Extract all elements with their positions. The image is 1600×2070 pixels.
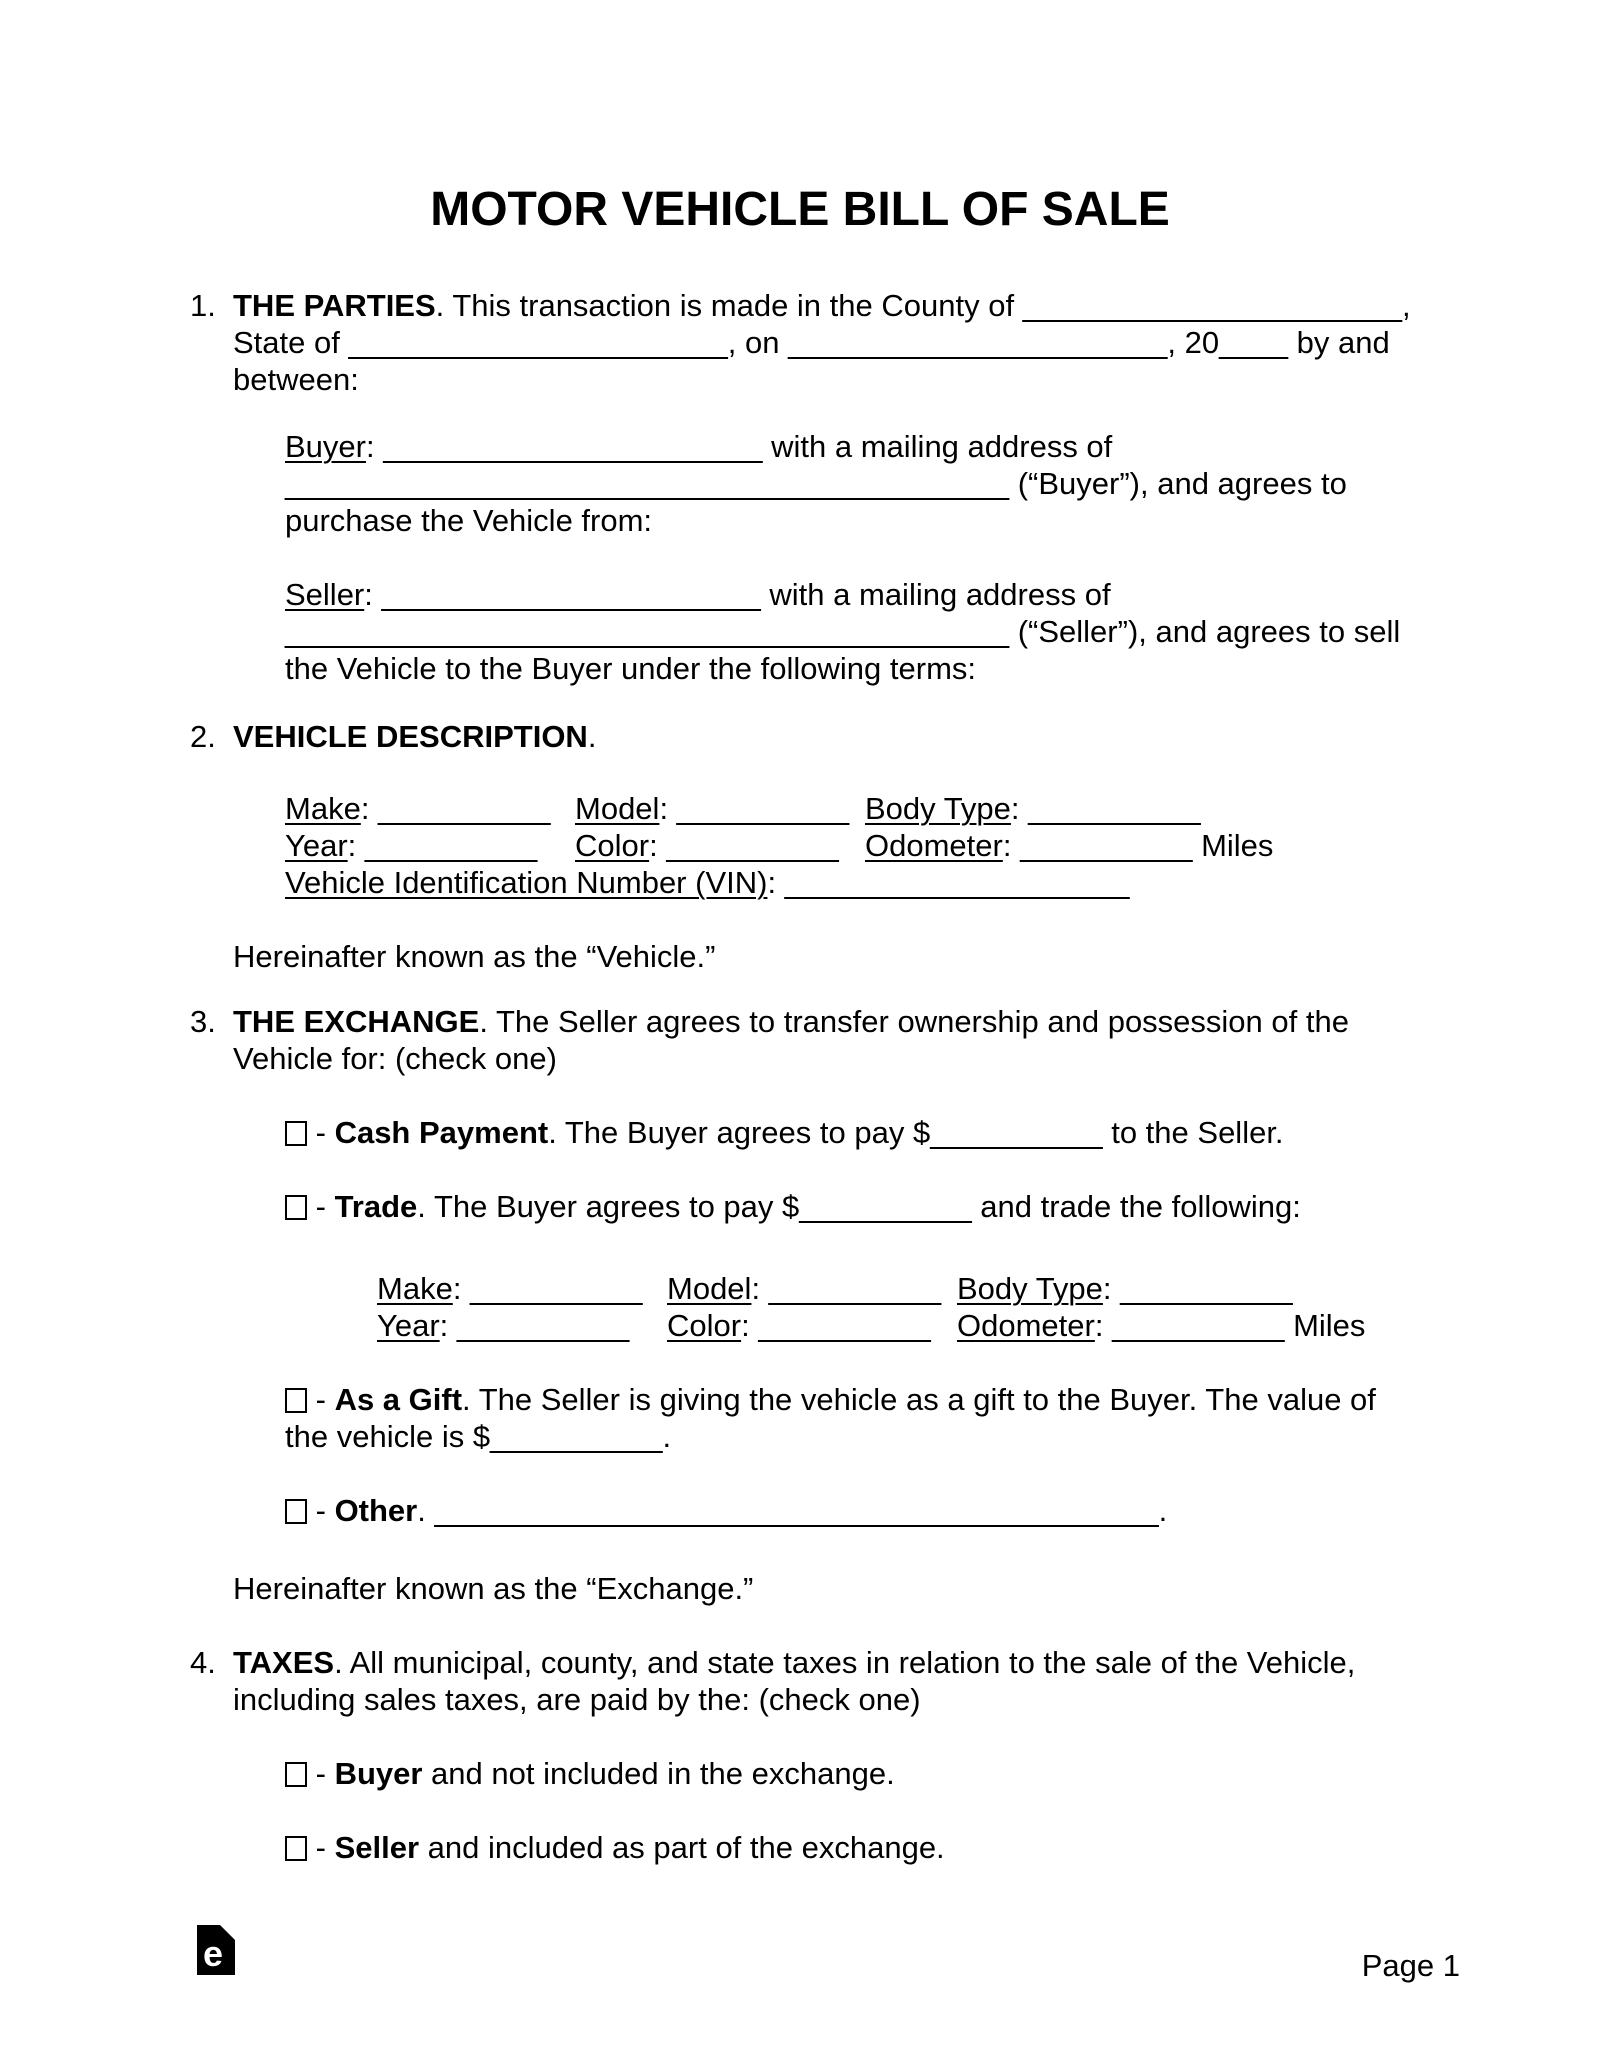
trade-make-blank: : __________ bbox=[452, 1271, 643, 1306]
trade-odometer-field bbox=[957, 1307, 1365, 1344]
cash-payment-option bbox=[285, 1114, 1460, 1151]
section-number: 2. bbox=[190, 719, 216, 754]
parties-line2: State of ______________________, on ______________________, 20____ by and bbox=[233, 325, 1390, 360]
page-number: Page 1 bbox=[1361, 1948, 1460, 1983]
section-the-parties bbox=[190, 287, 1460, 687]
checkbox-separator: - bbox=[307, 1189, 335, 1224]
model-blank: : __________ bbox=[659, 791, 850, 826]
trade-year-field bbox=[377, 1307, 667, 1344]
checkbox-separator: - bbox=[307, 1493, 335, 1528]
exchange-line2: Vehicle for: (check one) bbox=[233, 1041, 557, 1076]
taxes-buyer-checkbox-icon[interactable] bbox=[285, 1762, 307, 1787]
seller-address-blank: __________________________________________ (“Seller”), and agrees to sell bbox=[285, 614, 1401, 649]
buyer-address-blank: __________________________________________ (“Buyer”), and agrees to bbox=[285, 466, 1347, 501]
gift-checkbox-icon[interactable] bbox=[285, 1388, 307, 1413]
taxes-seller-line bbox=[285, 1829, 1460, 1866]
trade-vehicle-row1 bbox=[377, 1270, 1460, 1307]
taxes-buyer-option bbox=[285, 1755, 1460, 1792]
seller-line3: the Vehicle to the Buyer under the following terms: bbox=[285, 651, 977, 686]
cash-payment-line bbox=[285, 1114, 1460, 1151]
trade-make-label: Make bbox=[377, 1271, 453, 1306]
vin-field bbox=[285, 864, 1460, 901]
section-taxes bbox=[190, 1644, 1460, 1866]
other-line bbox=[285, 1492, 1460, 1529]
other-checkbox-icon[interactable] bbox=[285, 1499, 307, 1524]
taxes-buyer-label: Buyer bbox=[334, 1756, 423, 1791]
trade-body-type-field bbox=[957, 1270, 1293, 1307]
checkbox-separator: - bbox=[307, 1830, 335, 1865]
vehicle-description-heading-line bbox=[233, 718, 1460, 755]
gift-line1 bbox=[285, 1381, 1460, 1418]
exchange-line1-text: . The Seller agrees to transfer ownership and possession of the bbox=[479, 1004, 1349, 1039]
trade-year-blank: : __________ bbox=[439, 1308, 630, 1343]
vin-blank: : ____________________ bbox=[767, 865, 1130, 900]
section-number: 4. bbox=[190, 1645, 216, 1680]
color-label: Color bbox=[575, 828, 650, 863]
trade-model-label: Model bbox=[667, 1271, 752, 1306]
body-type-blank: : __________ bbox=[1010, 791, 1201, 826]
cash-payment-label: Cash Payment bbox=[334, 1115, 549, 1150]
page-footer bbox=[190, 1925, 1460, 1984]
buyer-line3: purchase the Vehicle from: bbox=[285, 503, 653, 538]
taxes-line1-text: . All municipal, county, and state taxes in relation to the sale of the Vehicle, bbox=[334, 1645, 1356, 1680]
hereinafter-vehicle: Hereinafter known as the “Vehicle.” bbox=[233, 939, 716, 974]
buyer-line1 bbox=[285, 428, 1460, 465]
gift-text: . The Seller is giving the vehicle as a gift to the Buyer. The value of bbox=[462, 1382, 1376, 1417]
taxes-seller-checkbox-icon[interactable] bbox=[285, 1836, 307, 1861]
seller-name-blank: : ______________________ with a mailing address of bbox=[364, 577, 1111, 612]
checkbox-separator: - bbox=[307, 1382, 335, 1417]
trade-vehicle-fields bbox=[377, 1270, 1460, 1344]
taxes-line1 bbox=[233, 1644, 1460, 1681]
other-blank: . __________________________________________. bbox=[417, 1493, 1168, 1528]
trade-checkbox-icon[interactable] bbox=[285, 1195, 307, 1220]
section-heading: THE PARTIES bbox=[233, 288, 436, 323]
section-number: 1. bbox=[190, 288, 216, 323]
trade-body-type-label: Body Type bbox=[957, 1271, 1103, 1306]
trade-option bbox=[285, 1188, 1460, 1225]
trade-color-field bbox=[667, 1307, 957, 1344]
checkbox-separator: - bbox=[307, 1756, 335, 1791]
other-label: Other bbox=[334, 1493, 418, 1528]
body-type-label: Body Type bbox=[865, 791, 1011, 826]
color-field bbox=[575, 827, 865, 864]
trade-model-field bbox=[667, 1270, 957, 1307]
taxes-seller-text: and included as part of the exchange. bbox=[419, 1830, 945, 1865]
odometer-label: Odometer bbox=[865, 828, 1003, 863]
taxes-buyer-text: and not included in the exchange. bbox=[422, 1756, 895, 1791]
model-label: Model bbox=[575, 791, 660, 826]
odometer-field bbox=[865, 827, 1273, 864]
vehicle-fields-row1 bbox=[285, 790, 1460, 827]
buyer-name-blank: : ______________________ with a mailing address of bbox=[365, 429, 1113, 464]
trade-label: Trade bbox=[334, 1189, 418, 1224]
hereinafter-exchange: Hereinafter known as the “Exchange.” bbox=[233, 1571, 754, 1606]
parties-line1 bbox=[233, 287, 1460, 324]
vehicle-fields bbox=[285, 790, 1460, 901]
parties-line1-text: . This transaction is made in the County of ______________________, bbox=[435, 288, 1411, 323]
section-heading: TAXES bbox=[233, 1645, 335, 1680]
taxes-seller-option bbox=[285, 1829, 1460, 1866]
trade-color-label: Color bbox=[667, 1308, 742, 1343]
seller-paragraph bbox=[285, 576, 1460, 687]
gift-option bbox=[285, 1381, 1460, 1455]
trade-vehicle-row2 bbox=[377, 1307, 1460, 1344]
section-vehicle-description bbox=[190, 718, 1460, 975]
model-field bbox=[575, 790, 865, 827]
cash-payment-text: . The Buyer agrees to pay $__________ to the Seller. bbox=[548, 1115, 1284, 1150]
trade-line bbox=[285, 1188, 1460, 1225]
trade-body-type-blank: : __________ bbox=[1102, 1271, 1293, 1306]
taxes-line2: including sales taxes, are paid by the: (check one) bbox=[233, 1682, 921, 1717]
trade-color-blank: : __________ bbox=[741, 1308, 931, 1343]
logo-letter: e bbox=[203, 1933, 224, 1974]
trade-odometer-blank: : __________ Miles bbox=[1094, 1308, 1366, 1343]
vin-label: Vehicle Identification Number (VIN) bbox=[285, 865, 768, 900]
gift-label: As a Gift bbox=[334, 1382, 463, 1417]
vehicle-fields-row2 bbox=[285, 827, 1460, 864]
other-option bbox=[285, 1492, 1460, 1529]
body-type-field bbox=[865, 790, 1201, 827]
odometer-blank: : __________ Miles bbox=[1002, 828, 1274, 863]
section-heading: THE EXCHANGE bbox=[233, 1004, 480, 1039]
year-blank: : __________ bbox=[347, 828, 538, 863]
taxes-seller-label: Seller bbox=[334, 1830, 420, 1865]
color-blank: : __________ bbox=[649, 828, 839, 863]
seller-label: Seller bbox=[285, 577, 365, 612]
buyer-label: Buyer bbox=[285, 429, 366, 464]
parties-line3: between: bbox=[233, 362, 359, 397]
gift-line2: the vehicle is $__________. bbox=[285, 1419, 672, 1454]
exchange-line1 bbox=[233, 1003, 1460, 1040]
year-label: Year bbox=[285, 828, 348, 863]
trade-year-label: Year bbox=[377, 1308, 440, 1343]
make-blank: : __________ bbox=[360, 791, 551, 826]
year-field bbox=[285, 827, 575, 864]
section-number: 3. bbox=[190, 1004, 216, 1039]
seller-line1 bbox=[285, 576, 1460, 613]
document-title: MOTOR VEHICLE BILL OF SALE bbox=[430, 183, 1170, 236]
section-the-exchange bbox=[190, 1003, 1460, 1607]
taxes-buyer-line bbox=[285, 1755, 1460, 1792]
trade-text: . The Buyer agrees to pay $__________ and trade the following: bbox=[417, 1189, 1301, 1224]
checkbox-separator: - bbox=[307, 1115, 335, 1150]
trade-odometer-label: Odometer bbox=[957, 1308, 1095, 1343]
heading-period: . bbox=[587, 719, 597, 754]
make-label: Make bbox=[285, 791, 361, 826]
make-field bbox=[285, 790, 575, 827]
cash-payment-checkbox-icon[interactable] bbox=[285, 1121, 307, 1146]
buyer-paragraph bbox=[285, 428, 1460, 539]
trade-make-field bbox=[377, 1270, 667, 1307]
eforms-logo-icon bbox=[197, 1925, 235, 1975]
trade-model-blank: : __________ bbox=[751, 1271, 942, 1306]
section-heading: VEHICLE DESCRIPTION bbox=[233, 719, 588, 754]
